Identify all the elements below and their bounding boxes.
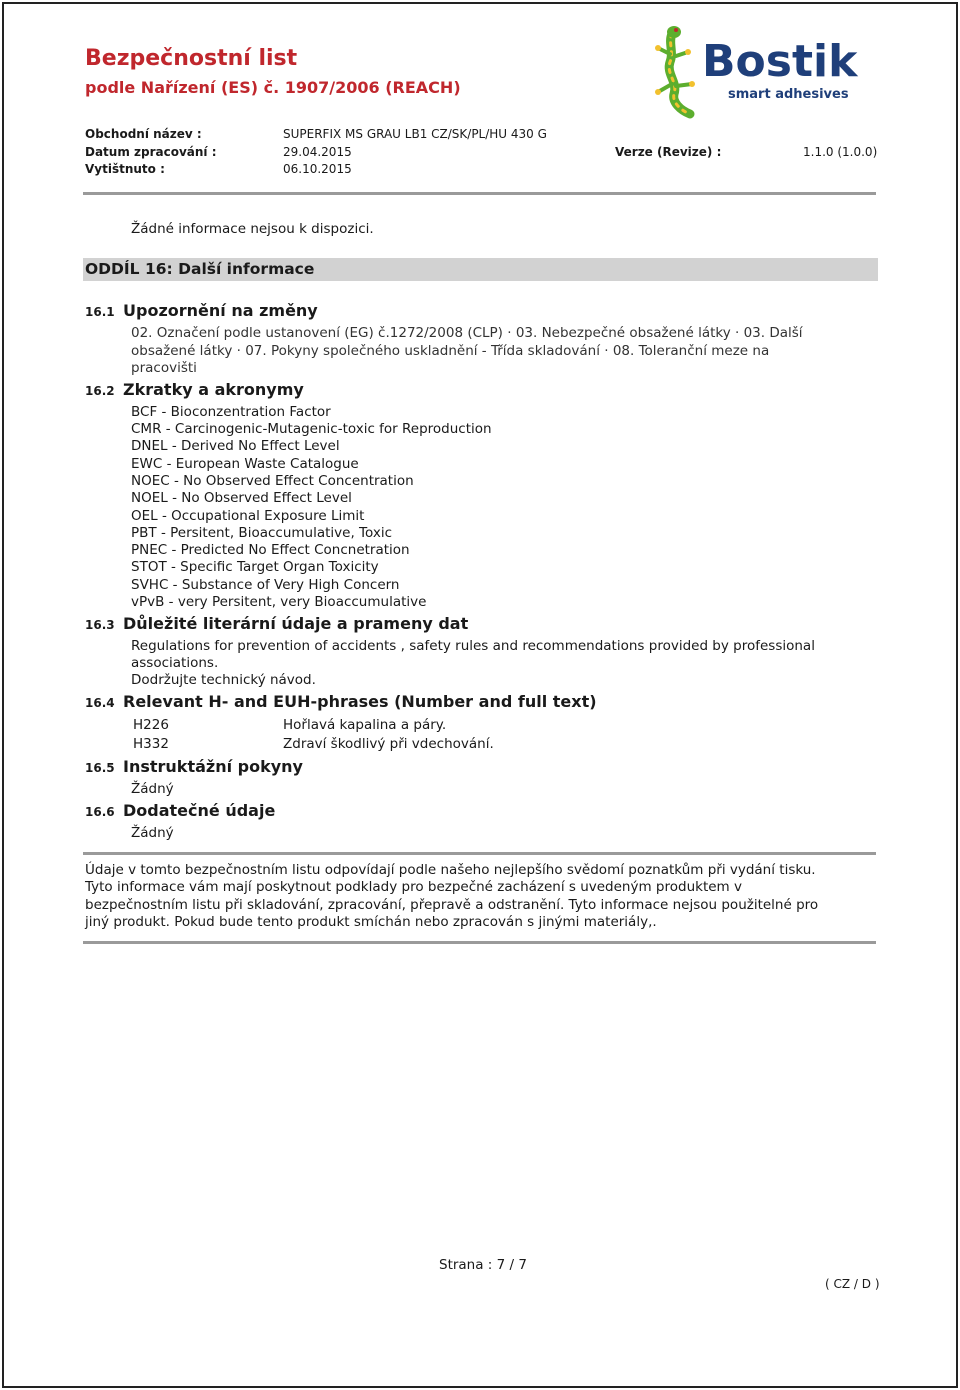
document-title: Bezpečnostní list <box>85 46 298 71</box>
subsection-number: 16.1 <box>85 305 115 319</box>
section-title: ODDÍL 16: Další informace <box>85 260 315 278</box>
list-item: BCF - Bioconzentration Factor <box>131 404 331 420</box>
text-line: pracovišti <box>131 360 197 376</box>
list-item: NOEC - No Observed Effect Concentration <box>131 473 414 489</box>
h-phrase-code: H226 <box>133 717 169 733</box>
trade-name-value: SUPERFIX MS GRAU LB1 CZ/SK/PL/HU 430 G <box>283 127 547 141</box>
list-item: SVHC - Substance of Very High Concern <box>131 577 400 593</box>
subsection-number: 16.6 <box>85 805 115 819</box>
subsection-title: Důležité literární údaje a prameny dat <box>123 614 469 633</box>
text-line: obsažené látky · 07. Pokyny společného uskladnění - Třída skladování · 08. Toleranční meze na <box>131 343 770 359</box>
header-rule <box>83 192 876 195</box>
subsection-number: 16.3 <box>85 618 115 632</box>
list-item: NOEL - No Observed Effect Level <box>131 490 352 506</box>
h-phrase-text: Hořlavá kapalina a páry. <box>283 717 447 733</box>
subsection-value: Žádný <box>131 825 174 841</box>
subsection-number: 16.4 <box>85 696 115 710</box>
gecko-icon <box>650 22 880 122</box>
document-subtitle: podle Nařízení (ES) č. 1907/2006 (REACH) <box>85 78 461 97</box>
subsection-value: Žádný <box>131 781 174 797</box>
date-value: 29.04.2015 <box>283 145 352 159</box>
subsection-title: Instruktážní pokyny <box>123 757 303 776</box>
h-phrase-code: H332 <box>133 736 169 752</box>
list-item: PBT - Persitent, Bioaccumulative, Toxic <box>131 525 392 541</box>
version-value: 1.1.0 (1.0.0) <box>803 145 878 159</box>
list-item: EWC - European Waste Catalogue <box>131 456 359 472</box>
intro-text: Žádné informace nejsou k dispozici. <box>131 221 374 237</box>
bostik-logo <box>650 22 880 122</box>
logo-tagline: smart adhesives <box>728 87 849 102</box>
disclaimer-line: Tyto informace vám mají poskytnout podklady pro bezpečné zacházení s uvedeným produktem v <box>85 879 742 895</box>
printed-value: 06.10.2015 <box>283 162 352 176</box>
footer-rule-bottom <box>83 941 876 944</box>
list-item: vPvB - very Persitent, very Bioaccumulative <box>131 594 427 610</box>
text-line: associations. <box>131 655 219 671</box>
locale-indicator: ( CZ / D ) <box>825 1277 880 1291</box>
trade-name-label: Obchodní název : <box>85 127 202 141</box>
page-number: Strana : 7 / 7 <box>439 1257 527 1273</box>
list-item: PNEC - Predicted No Effect Concnetration <box>131 542 410 558</box>
h-phrase-text: Zdraví škodlivý při vdechování. <box>283 736 494 752</box>
version-label: Verze (Revize) : <box>615 145 722 159</box>
disclaimer-line: Údaje v tomto bezpečnostním listu odpovídají podle našeho nejlepšího svědomí poznatkům při vydání tisku. <box>85 862 816 878</box>
logo-brand: Bostik <box>702 36 858 87</box>
text-line: 02. Označení podle ustanovení (EG) č.1272/2008 (CLP) · 03. Nebezpečné obsažené látky · 03. Další <box>131 325 803 341</box>
subsection-title: Upozornění na změny <box>123 301 318 320</box>
subsection-title: Relevant H- and EUH-phrases (Number and full text) <box>123 692 597 711</box>
subsection-title: Dodatečné údaje <box>123 801 276 820</box>
disclaimer-line: bezpečnostním listu při skladování, zpracování, přepravě a odstranění. Tyto informace nejsou použitelné pro <box>85 897 819 913</box>
list-item: DNEL - Derived No Effect Level <box>131 438 340 454</box>
footer-rule-top <box>83 852 876 855</box>
subsection-title: Zkratky a akronymy <box>123 380 304 399</box>
subsection-number: 16.5 <box>85 761 115 775</box>
date-label: Datum zpracování : <box>85 145 217 159</box>
disclaimer-line: jiný produkt. Pokud bude tento produkt smíchán nebo zpracován s jinými materiály,. <box>85 914 657 930</box>
list-item: OEL - Occupational Exposure Limit <box>131 508 365 524</box>
text-line: Regulations for prevention of accidents , safety rules and recommendations provided by professional <box>131 638 815 654</box>
list-item: STOT - Specific Target Organ Toxicity <box>131 559 379 575</box>
subsection-number: 16.2 <box>85 384 115 398</box>
list-item: CMR - Carcinogenic-Mutagenic-toxic for Reproduction <box>131 421 492 437</box>
printed-label: Vytištnuto : <box>85 162 165 176</box>
text-line: Dodržujte technický návod. <box>131 672 316 688</box>
